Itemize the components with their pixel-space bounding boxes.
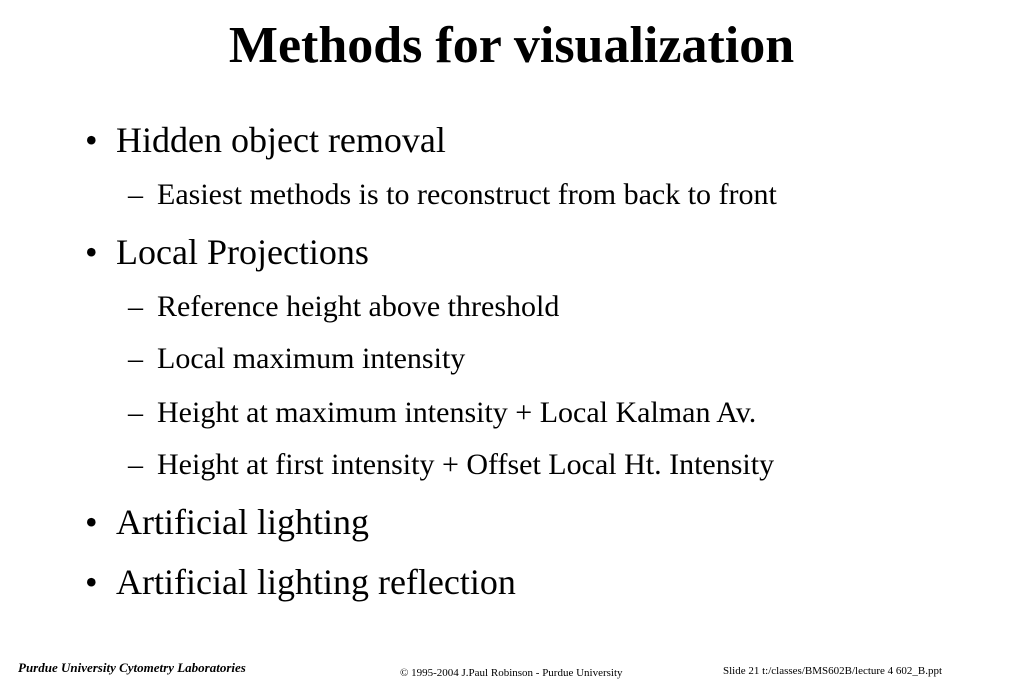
bullet-marker: • xyxy=(85,232,98,272)
bullet-text: Hidden object removal xyxy=(116,120,446,160)
bullet-item-artificial-lighting xyxy=(85,500,369,544)
bullet-marker: • xyxy=(85,502,98,542)
bullet-text: Artificial lighting xyxy=(116,502,369,542)
footer-copyright: © 1995-2004 J.Paul Robinson - Purdue University xyxy=(400,667,623,679)
sub-bullet-marker: – xyxy=(128,178,143,211)
slide-title: Methods for visualization xyxy=(228,17,795,74)
sub-item-height-at-maximum-intensity xyxy=(128,394,756,432)
sub-item-text: Height at first intensity + Offset Local Ht. Intensity xyxy=(157,448,775,481)
sub-item-text: Local maximum intensity xyxy=(157,342,466,375)
sub-bullet-marker: – xyxy=(128,290,143,323)
sub-item-text: Height at maximum intensity + Local Kalman Av. xyxy=(157,396,757,429)
bullet-item-local-projections xyxy=(85,230,369,274)
sub-item-reference-height xyxy=(128,288,559,326)
footer-organization: Purdue University Cytometry Laboratories xyxy=(18,660,246,675)
sub-item-easiest-methods xyxy=(128,176,777,214)
bullet-text: Artificial lighting reflection xyxy=(116,562,516,602)
bullet-item-artificial-lighting-reflection xyxy=(85,560,516,604)
sub-item-text: Easiest methods is to reconstruct from back to front xyxy=(157,178,777,211)
footer-slide-info: Slide 21 t:/classes/BMS602B/lecture 4 602_B.ppt xyxy=(723,665,943,677)
sub-bullet-marker: – xyxy=(128,342,143,375)
sub-item-text: Reference height above threshold xyxy=(157,290,560,323)
bullet-item-hidden-object-removal xyxy=(85,118,446,162)
sub-bullet-marker: – xyxy=(128,396,143,429)
bullet-marker: • xyxy=(85,120,98,160)
bullet-text: Local Projections xyxy=(116,232,369,272)
sub-item-height-at-first-intensity xyxy=(128,446,774,484)
bullet-marker: • xyxy=(85,562,98,602)
sub-item-local-maximum-intensity xyxy=(128,340,465,378)
sub-bullet-marker: – xyxy=(128,448,143,481)
